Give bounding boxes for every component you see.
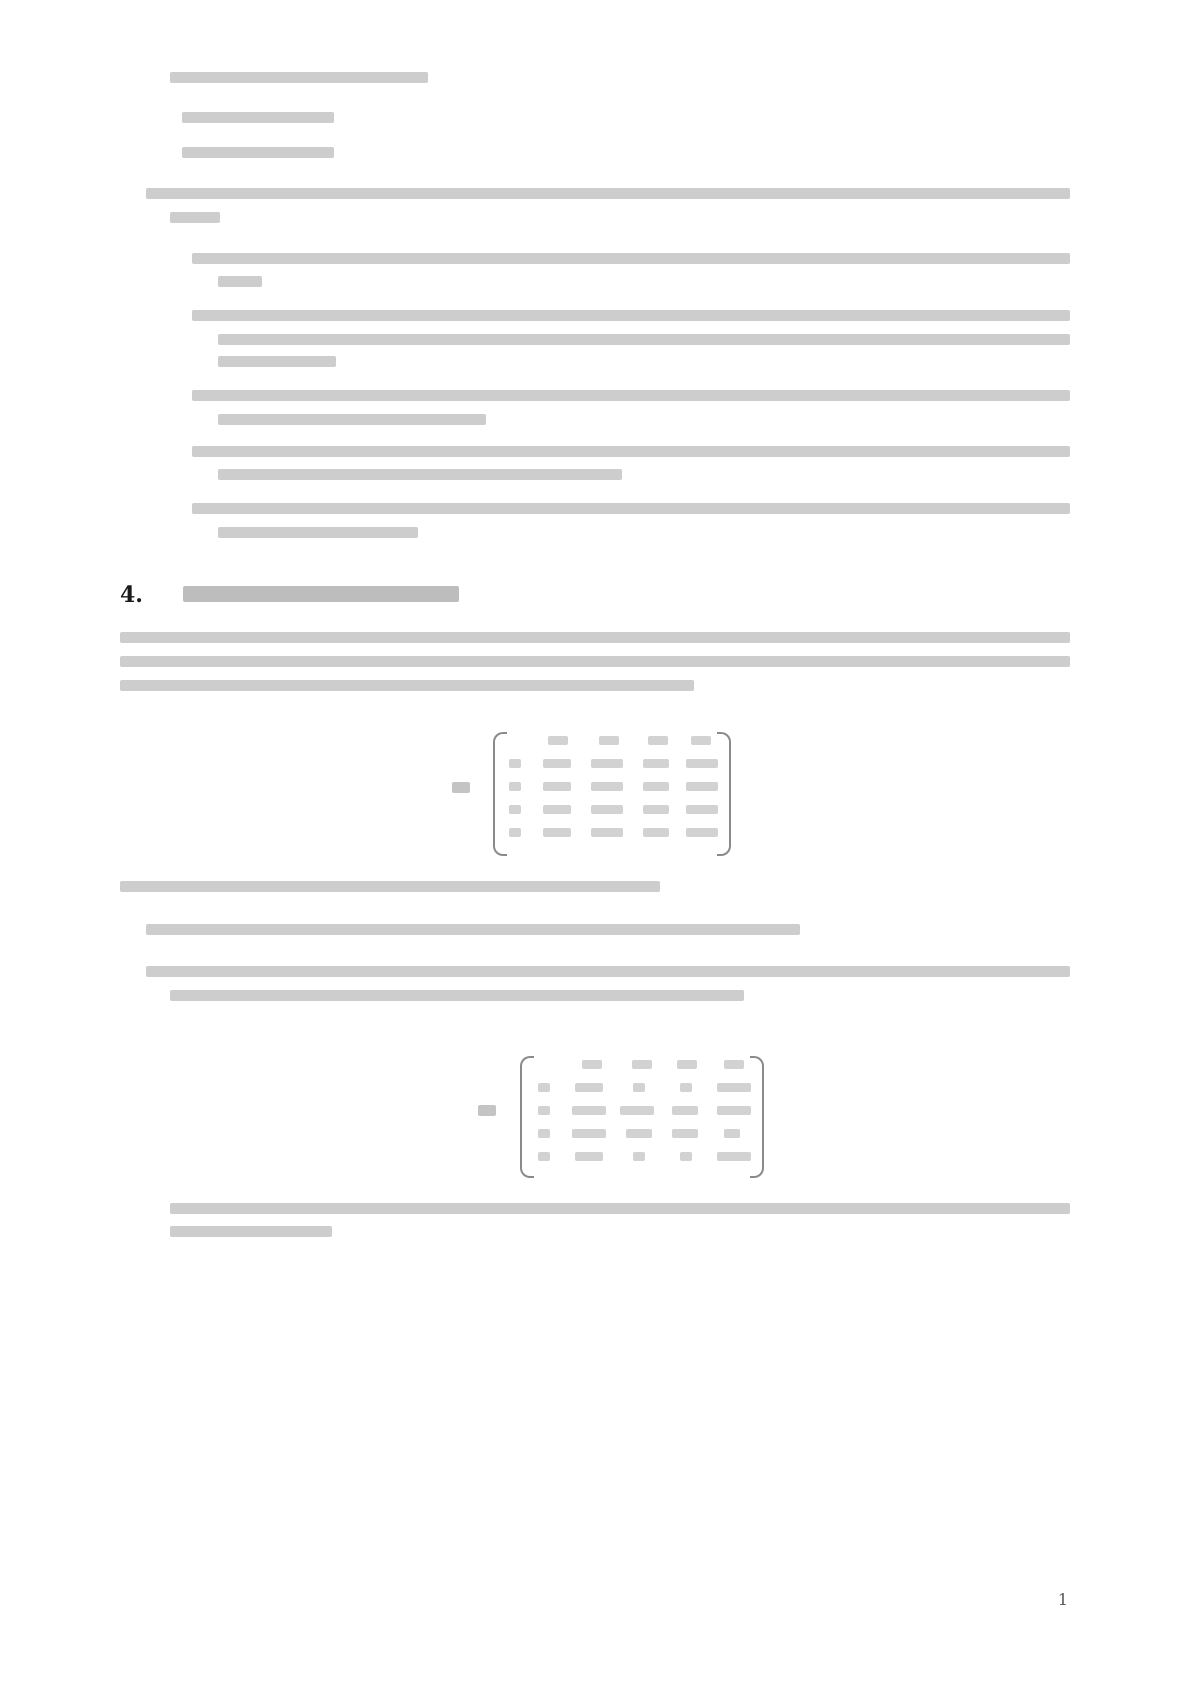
matrix-cell [632, 1060, 652, 1069]
matrix-cell [538, 1083, 550, 1092]
text-line [146, 924, 800, 935]
matrix-cell [543, 782, 571, 791]
left-bracket [493, 732, 507, 856]
matrix-cell [591, 805, 623, 814]
matrix-cell [633, 1083, 645, 1092]
matrix-cell [724, 1060, 744, 1069]
matrix-cell [620, 1106, 654, 1115]
matrix-cell [672, 1106, 698, 1115]
matrix-cell [643, 828, 669, 837]
matrix-cell [717, 1106, 751, 1115]
matrix-cell [686, 759, 718, 768]
matrix-cell [538, 1152, 550, 1161]
text-line [218, 356, 336, 367]
matrix-cell [572, 1129, 606, 1138]
matrix-cell [724, 1129, 740, 1138]
matrix-symbol [478, 1105, 496, 1116]
text-line [120, 881, 660, 892]
matrix-cell [686, 805, 718, 814]
matrix-cell [648, 736, 668, 745]
text-line [218, 276, 262, 287]
text-line [146, 188, 1070, 199]
text-line [218, 414, 486, 425]
section-number: 4. [120, 582, 143, 608]
text-line [192, 390, 1070, 401]
text-line [146, 966, 1070, 977]
matrix-cell [538, 1129, 550, 1138]
page-number: 1 [1057, 1590, 1068, 1609]
matrix-cell [717, 1083, 751, 1092]
matrix-cell [591, 828, 623, 837]
matrix-cell [691, 736, 711, 745]
matrix-cell [591, 782, 623, 791]
matrix-cell [643, 782, 669, 791]
matrix-e [520, 1056, 764, 1178]
matrix-cell [672, 1129, 698, 1138]
matrix-cell [509, 828, 521, 837]
matrix-cell [543, 759, 571, 768]
text-line [120, 656, 1070, 667]
text-line [170, 990, 744, 1001]
text-line [182, 147, 334, 158]
text-line [170, 1226, 332, 1237]
text-line [192, 310, 1070, 321]
left-bracket [520, 1056, 534, 1178]
matrix-cell [680, 1083, 692, 1092]
text-line [120, 632, 1070, 643]
matrix-cell [633, 1152, 645, 1161]
matrix-cell [543, 828, 571, 837]
matrix-cell [572, 1106, 606, 1115]
text-line [170, 72, 428, 83]
matrix-cell [548, 736, 568, 745]
text-line [218, 527, 418, 538]
matrix-cell [680, 1152, 692, 1161]
text-line [170, 212, 220, 223]
matrix-symbol [452, 782, 470, 793]
right-bracket [717, 732, 731, 856]
matrix-cell [509, 759, 521, 768]
text-line [192, 253, 1070, 264]
matrix-cell [575, 1083, 603, 1092]
text-line [170, 1203, 1070, 1214]
text-line [218, 334, 1070, 345]
right-bracket [750, 1056, 764, 1178]
matrix-cell [643, 805, 669, 814]
matrix-cell [543, 805, 571, 814]
matrix-cell [626, 1129, 652, 1138]
matrix-cell [509, 782, 521, 791]
matrix-cell [686, 782, 718, 791]
matrix-cell [686, 828, 718, 837]
text-line [192, 503, 1070, 514]
matrix-cell [575, 1152, 603, 1161]
matrix-cell [582, 1060, 602, 1069]
matrix-cell [509, 805, 521, 814]
matrix-cell [677, 1060, 697, 1069]
matrix-cell [591, 759, 623, 768]
text-line [182, 112, 334, 123]
matrix-cell [538, 1106, 550, 1115]
text-line [192, 446, 1070, 457]
matrix-cell [599, 736, 619, 745]
matrix-t [493, 732, 731, 856]
text-line [218, 469, 622, 480]
text-line [120, 680, 694, 691]
section-title-bar [183, 586, 459, 602]
matrix-cell [643, 759, 669, 768]
matrix-cell [717, 1152, 751, 1161]
